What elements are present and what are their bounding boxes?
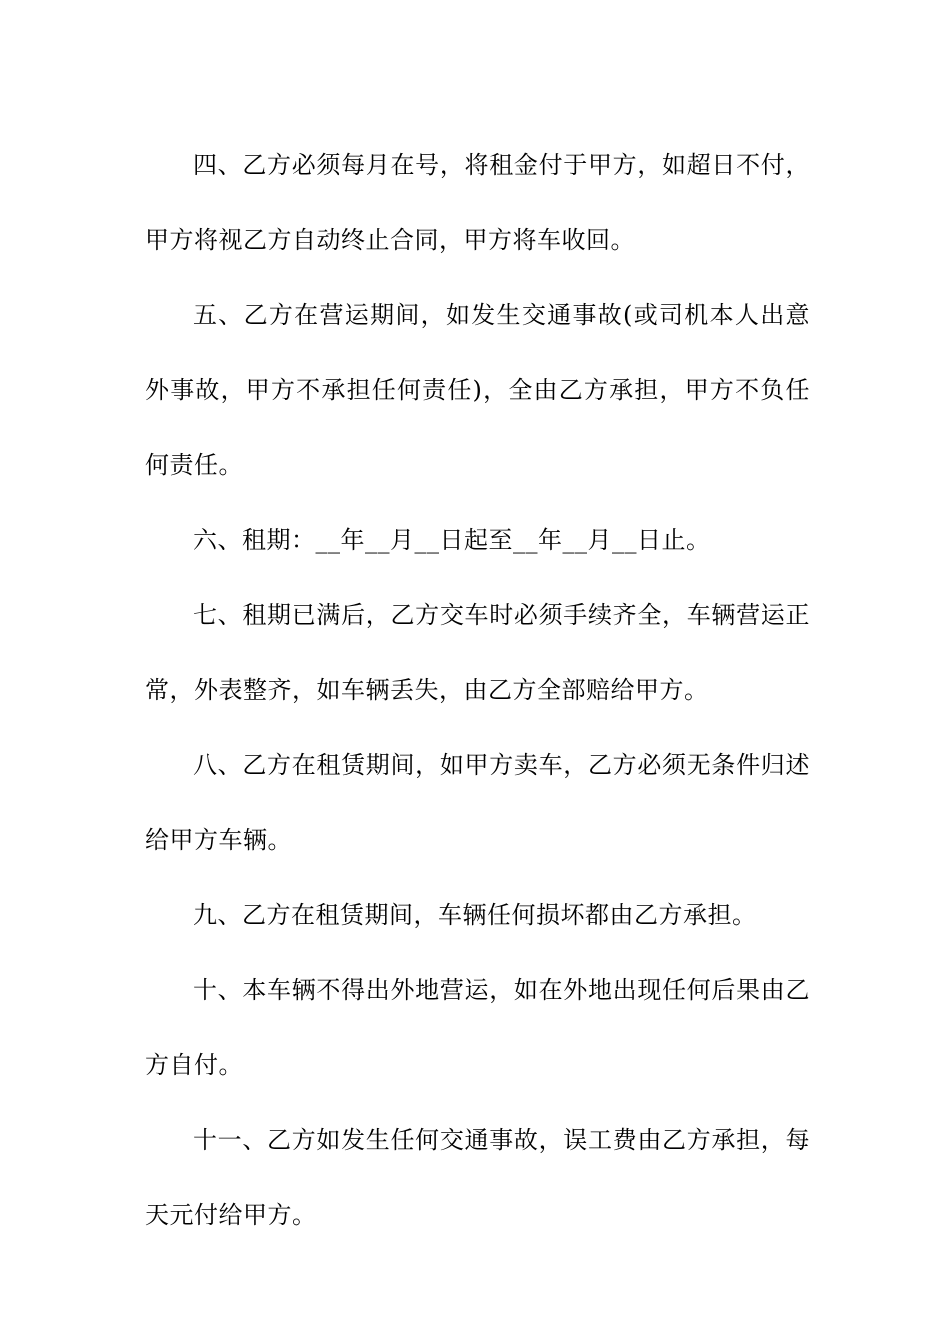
clause-9: 九、乙方在租赁期间，车辆任何损坏都由乙方承担。 xyxy=(193,901,757,929)
clause-4: 四、乙方必须每月在号，将租金付于甲方，如超日不付，甲方将视乙方自动终止合同，甲方将车收回。 xyxy=(145,151,810,254)
document-body xyxy=(145,128,810,1253)
clause-10: 十、本车辆不得出外地营运，如在外地出现任何后果由乙方自付。 xyxy=(145,976,810,1079)
clause-8: 八、乙方在租赁期间，如甲方卖车，乙方必须无条件归述给甲方车辆。 xyxy=(145,751,810,854)
clause-6: 六、租期：__年__月__日起至__年__月__日止。 xyxy=(193,526,711,554)
clause-11: 十一、乙方如发生任何交通事故，误工费由乙方承担，每天元付给甲方。 xyxy=(145,1126,810,1229)
clause-7: 七、租期已满后，乙方交车时必须手续齐全，车辆营运正常，外表整齐，如车辆丢失，由乙方全部赔给甲方。 xyxy=(145,601,810,704)
clause-5: 五、乙方在营运期间，如发生交通事故(或司机本人出意外事故，甲方不承担任何责任)，全由乙方承担，甲方不负任何责任。 xyxy=(145,301,810,479)
